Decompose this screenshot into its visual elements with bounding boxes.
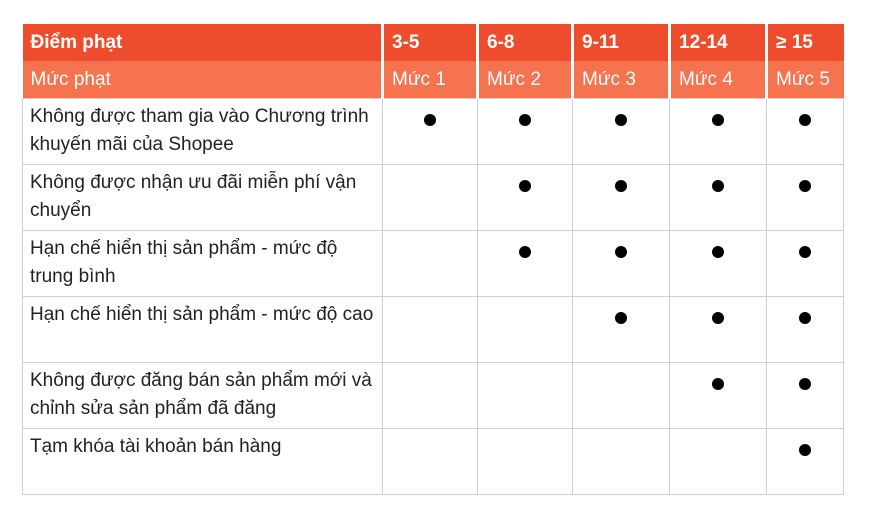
level-3-cell [573, 297, 670, 363]
level-3: Mức 3 [573, 61, 670, 99]
filled-circle-icon [615, 246, 627, 258]
level-3-cell [573, 99, 670, 165]
level-2-cell [478, 99, 573, 165]
level-4-cell [670, 165, 767, 231]
filled-circle-icon [799, 444, 811, 456]
penalty-description: Không được tham gia vào Chương trình khuyến mãi của Shopee [23, 99, 383, 165]
level-label: Mức phạt [23, 61, 383, 99]
level-5-cell [767, 99, 844, 165]
table-row [23, 99, 844, 165]
level-header-row [23, 61, 844, 99]
level-5-cell [767, 231, 844, 297]
points-range-4: 12-14 [670, 24, 767, 61]
level-3-cell [573, 363, 670, 429]
filled-circle-icon [615, 312, 627, 324]
level-2: Mức 2 [478, 61, 573, 99]
penalty-description: Tạm khóa tài khoản bán hàng [23, 429, 383, 495]
level-1-cell [383, 99, 478, 165]
level-4-cell [670, 231, 767, 297]
penalty-description: Hạn chế hiển thị sản phẩm - mức độ trung bình [23, 231, 383, 297]
filled-circle-icon [615, 114, 627, 126]
level-1-cell [383, 429, 478, 495]
level-2-cell [478, 231, 573, 297]
table-row [23, 297, 844, 363]
level-4: Mức 4 [670, 61, 767, 99]
points-range-2: 6-8 [478, 24, 573, 61]
level-4-cell [670, 99, 767, 165]
filled-circle-icon [799, 114, 811, 126]
filled-circle-icon [712, 180, 724, 192]
table-row [23, 165, 844, 231]
filled-circle-icon [615, 180, 627, 192]
penalty-description: Không được nhận ưu đãi miễn phí vận chuyển [23, 165, 383, 231]
level-5: Mức 5 [767, 61, 844, 99]
filled-circle-icon [712, 378, 724, 390]
filled-circle-icon [712, 312, 724, 324]
penalty-table [22, 24, 844, 495]
points-header-row [23, 24, 844, 61]
points-range-3: 9-11 [573, 24, 670, 61]
level-4-cell [670, 297, 767, 363]
points-range-1: 3-5 [383, 24, 478, 61]
points-label: Điểm phạt [23, 24, 383, 61]
penalty-description: Hạn chế hiển thị sản phẩm - mức độ cao [23, 297, 383, 363]
level-2-cell [478, 297, 573, 363]
level-2-cell [478, 165, 573, 231]
table-row [23, 363, 844, 429]
table-row [23, 429, 844, 495]
filled-circle-icon [799, 246, 811, 258]
level-3-cell [573, 165, 670, 231]
level-5-cell [767, 165, 844, 231]
filled-circle-icon [712, 114, 724, 126]
filled-circle-icon [519, 180, 531, 192]
level-1-cell [383, 297, 478, 363]
filled-circle-icon [519, 246, 531, 258]
filled-circle-icon [799, 180, 811, 192]
level-3-cell [573, 231, 670, 297]
level-1-cell [383, 165, 478, 231]
level-4-cell [670, 429, 767, 495]
penalty-description: Không được đăng bán sản phẩm mới và chỉnh sửa sản phẩm đã đăng [23, 363, 383, 429]
penalty-table-body [23, 99, 844, 495]
filled-circle-icon [799, 312, 811, 324]
filled-circle-icon [799, 378, 811, 390]
level-2-cell [478, 429, 573, 495]
filled-circle-icon [519, 114, 531, 126]
filled-circle-icon [712, 246, 724, 258]
points-range-5: ≥ 15 [767, 24, 844, 61]
level-5-cell [767, 297, 844, 363]
level-1: Mức 1 [383, 61, 478, 99]
filled-circle-icon [424, 114, 436, 126]
level-1-cell [383, 363, 478, 429]
level-5-cell [767, 429, 844, 495]
level-3-cell [573, 429, 670, 495]
level-4-cell [670, 363, 767, 429]
table-row [23, 231, 844, 297]
level-1-cell [383, 231, 478, 297]
level-2-cell [478, 363, 573, 429]
level-5-cell [767, 363, 844, 429]
